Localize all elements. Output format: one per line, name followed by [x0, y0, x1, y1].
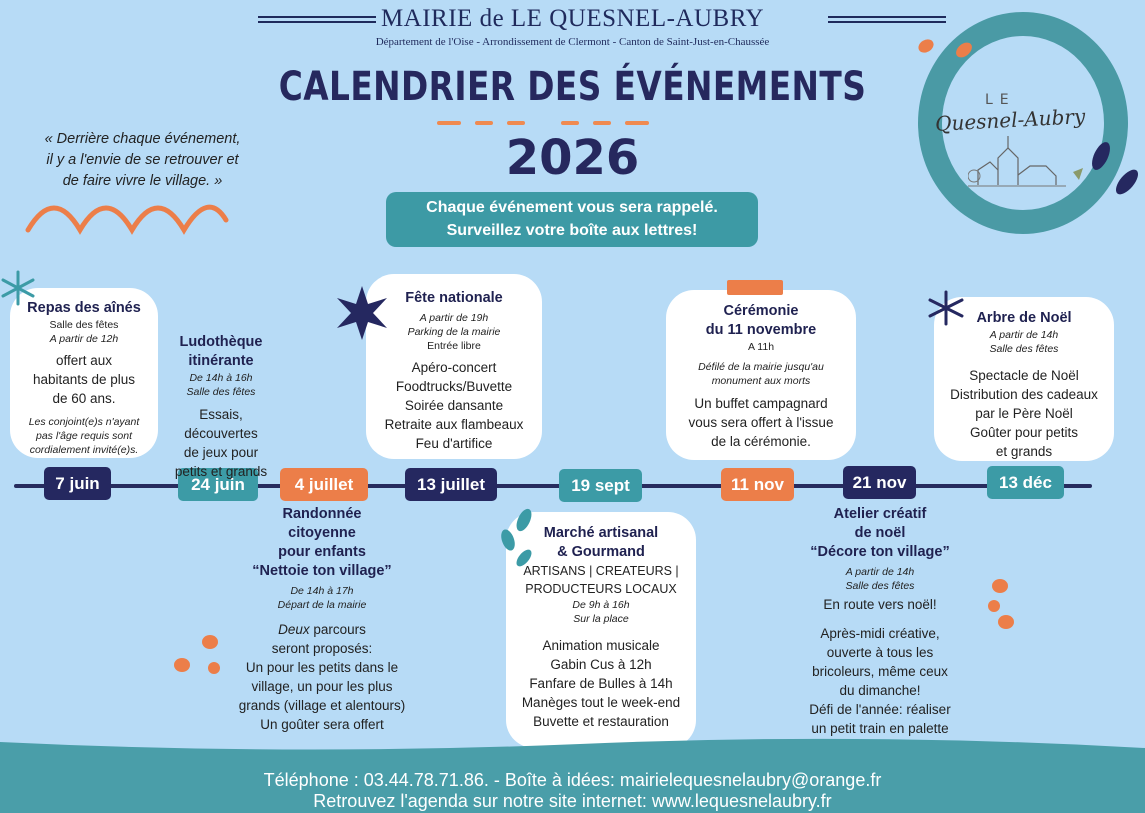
- event-item: Goûter pour petits: [969, 425, 1079, 440]
- date-pill-21-nov: 21 nov: [843, 466, 916, 499]
- footer-website: Retrouvez l'agenda sur notre site internet: www.lequesnelaubry.fr: [313, 791, 832, 811]
- event-ludotheque: [158, 333, 284, 481]
- date-pill-13-dec: 13 déc: [987, 466, 1064, 499]
- event-title: Arbre de Noël: [976, 310, 1072, 326]
- event-title: Repas des aînés: [27, 300, 141, 316]
- event-place: Salle des fêtes: [845, 580, 915, 592]
- event-place: Salle des fêtes: [49, 319, 119, 331]
- event-text: du dimanche!: [839, 683, 921, 698]
- event-randonnee: [222, 505, 422, 734]
- event-text: de jeux pour: [183, 445, 259, 460]
- event-subtitle: ARTISANS | CREATEURS |: [523, 564, 679, 578]
- event-note: Défilé de la mairie jusqu'au: [698, 361, 824, 373]
- event-atelier: [780, 505, 980, 738]
- event-title: de noël: [854, 525, 906, 541]
- reminder-banner: [386, 192, 758, 247]
- orange-tape-decoration: [727, 280, 783, 295]
- event-title: pour enfants: [278, 544, 366, 560]
- event-text: de la cérémonie.: [711, 434, 811, 449]
- star-navy-icon: [333, 284, 391, 342]
- event-title: itinérante: [188, 353, 254, 369]
- event-text: En route vers noël!: [823, 597, 937, 612]
- header-subtitle: Département de l'Oise - Arrondissement de Clermont - Canton de Saint-Just-en-Chaussée: [375, 36, 770, 48]
- village-sketch-icon: [968, 130, 1068, 190]
- event-title: “Décore ton village”: [810, 544, 950, 560]
- title-dash: [475, 121, 493, 125]
- event-title: Ludothèque: [179, 334, 263, 350]
- event-text: de 60 ans.: [52, 391, 116, 406]
- event-text: seront proposés:: [271, 641, 373, 656]
- event-place: Salle des fêtes: [186, 386, 256, 398]
- event-item: Animation musicale: [542, 638, 660, 653]
- event-text: Essais,: [199, 407, 243, 422]
- event-place: Départ de la mairie: [277, 599, 367, 611]
- teal-leaves-icon: [496, 506, 544, 570]
- event-item: Distribution des cadeaux: [950, 387, 1098, 402]
- event-title: Cérémonie: [723, 303, 799, 319]
- event-note: Les conjoint(e)s n'ayant: [28, 416, 140, 428]
- event-place: Sur la place: [573, 613, 629, 625]
- event-item: Foodtrucks/Buvette: [395, 379, 513, 394]
- event-text: Un goûter sera offert: [260, 717, 384, 732]
- event-card-repas: [10, 288, 158, 458]
- event-text: petits et grands: [174, 464, 268, 479]
- footer-contact: Téléphone : 03.44.78.71.86. - Boîte à idées: mairielequesnelaubry@orange.fr: [263, 770, 882, 790]
- timeline-line: [14, 484, 1092, 488]
- event-card-ceremonie: [666, 290, 856, 460]
- banner-line-2: Surveillez votre boîte aux lettres!: [446, 222, 698, 239]
- event-item: Manèges tout le week-end: [521, 695, 681, 710]
- event-text: grands (village et alentours): [238, 698, 406, 713]
- event-text: habitants de plus: [32, 372, 136, 387]
- orange-dots-left-icon: [170, 632, 226, 678]
- banner-line-1: Chaque événement vous sera rappelé.: [426, 199, 718, 216]
- event-text-emphasis: Deux: [278, 622, 310, 637]
- quote-line: « Derrière chaque événement,: [44, 131, 241, 147]
- event-text: Défi de l'année: réaliser: [809, 702, 951, 717]
- date-pill-11-nov: 11 nov: [721, 468, 794, 501]
- event-card-fete-nationale: [366, 274, 542, 459]
- orange-dots-right-icon: [984, 574, 1024, 636]
- title-dash: [593, 121, 611, 125]
- event-time: A partir de 12h: [49, 333, 119, 345]
- event-text: village, un pour les plus: [251, 679, 393, 694]
- event-item: Feu d'artifice: [415, 436, 493, 451]
- event-item: Gabin Cus à 12h: [550, 657, 652, 672]
- event-time: A partir de 14h: [845, 566, 915, 578]
- event-time: A partir de 19h: [419, 312, 489, 324]
- arches-decoration: [24, 190, 229, 235]
- event-time: A 11h: [747, 341, 775, 353]
- event-time: De 14h à 16h: [189, 372, 253, 384]
- title-dash: [561, 121, 579, 125]
- quote-line: de faire vivre le village. »: [62, 173, 223, 189]
- event-text: bricoleurs, même ceux: [812, 664, 948, 679]
- event-title: citoyenne: [288, 525, 356, 541]
- logo-le: LE: [985, 92, 1016, 108]
- title-dash: [625, 121, 649, 125]
- event-subtitle: PRODUCTEURS LOCAUX: [525, 582, 677, 596]
- event-item: Spectacle de Noël: [969, 368, 1079, 383]
- event-place: Parking de la mairie: [407, 326, 501, 338]
- event-item: Apéro-concert: [411, 360, 497, 375]
- event-title: & Gourmand: [557, 544, 645, 560]
- event-text: parcours: [309, 622, 366, 637]
- event-text: Un buffet campagnard: [694, 396, 828, 411]
- event-text: Après-midi créative,: [820, 626, 940, 641]
- event-title: “Nettoie ton village”: [252, 563, 392, 579]
- event-text: offert aux: [55, 353, 113, 368]
- date-pill-13-juillet: 13 juillet: [405, 468, 497, 501]
- event-time: De 14h à 17h: [290, 585, 354, 597]
- event-place: Salle des fêtes: [989, 343, 1059, 355]
- title-dash: [437, 121, 461, 125]
- event-text: un petit train en palette: [811, 721, 949, 736]
- asterisk-teal-icon: [0, 270, 36, 306]
- event-title: Randonnée: [282, 506, 362, 522]
- event-item: Soirée dansante: [404, 398, 504, 413]
- title-dash: [507, 121, 525, 125]
- event-item: et grands: [995, 444, 1053, 459]
- event-note: cordialement invité(e)s.: [29, 444, 139, 456]
- event-time: De 9h à 16h: [572, 599, 630, 611]
- event-item: Fanfare de Bulles à 14h: [529, 676, 673, 691]
- quote: [20, 129, 265, 192]
- navy-leaves-icon: [1065, 138, 1145, 208]
- event-text: découvertes: [184, 426, 258, 441]
- event-note: pas l'âge requis sont: [36, 430, 132, 442]
- event-text: ouverte à tous les: [826, 645, 934, 660]
- event-title: Marché artisanal: [543, 525, 659, 541]
- event-item: Retraite aux flambeaux: [384, 417, 524, 432]
- event-title: Fête nationale: [405, 290, 503, 306]
- date-pill-4-juillet: 4 juillet: [280, 468, 368, 501]
- event-text: Un pour les petits dans le: [245, 660, 399, 675]
- main-title: CALENDRIER DES ÉVÉNEMENTS: [278, 64, 867, 110]
- event-text: vous sera offert à l'issue: [688, 415, 834, 430]
- event-title: Atelier créatif: [833, 506, 927, 522]
- year: 2026: [505, 130, 640, 186]
- logo-name: Quesnel-Aubry: [934, 104, 1086, 136]
- date-pill-7-juin: 7 juin: [44, 467, 111, 500]
- event-item: Buvette et restauration: [533, 714, 669, 729]
- asterisk-navy-icon: [926, 290, 966, 326]
- quote-line: il y a l'envie de se retrouver et: [46, 152, 239, 168]
- event-title: du 11 novembre: [705, 322, 817, 338]
- date-pill-24-juin: 24 juin: [178, 468, 258, 501]
- logo-leaves-icon: [912, 34, 982, 64]
- event-entry: Entrée libre: [427, 340, 481, 352]
- event-note: monument aux morts: [711, 375, 811, 387]
- event-time: A partir de 14h: [989, 329, 1059, 341]
- event-item: par le Père Noël: [975, 406, 1073, 421]
- date-pill-19-sept: 19 sept: [559, 469, 642, 502]
- header-title: MAIRIE de LE QUESNEL-AUBRY: [380, 5, 765, 32]
